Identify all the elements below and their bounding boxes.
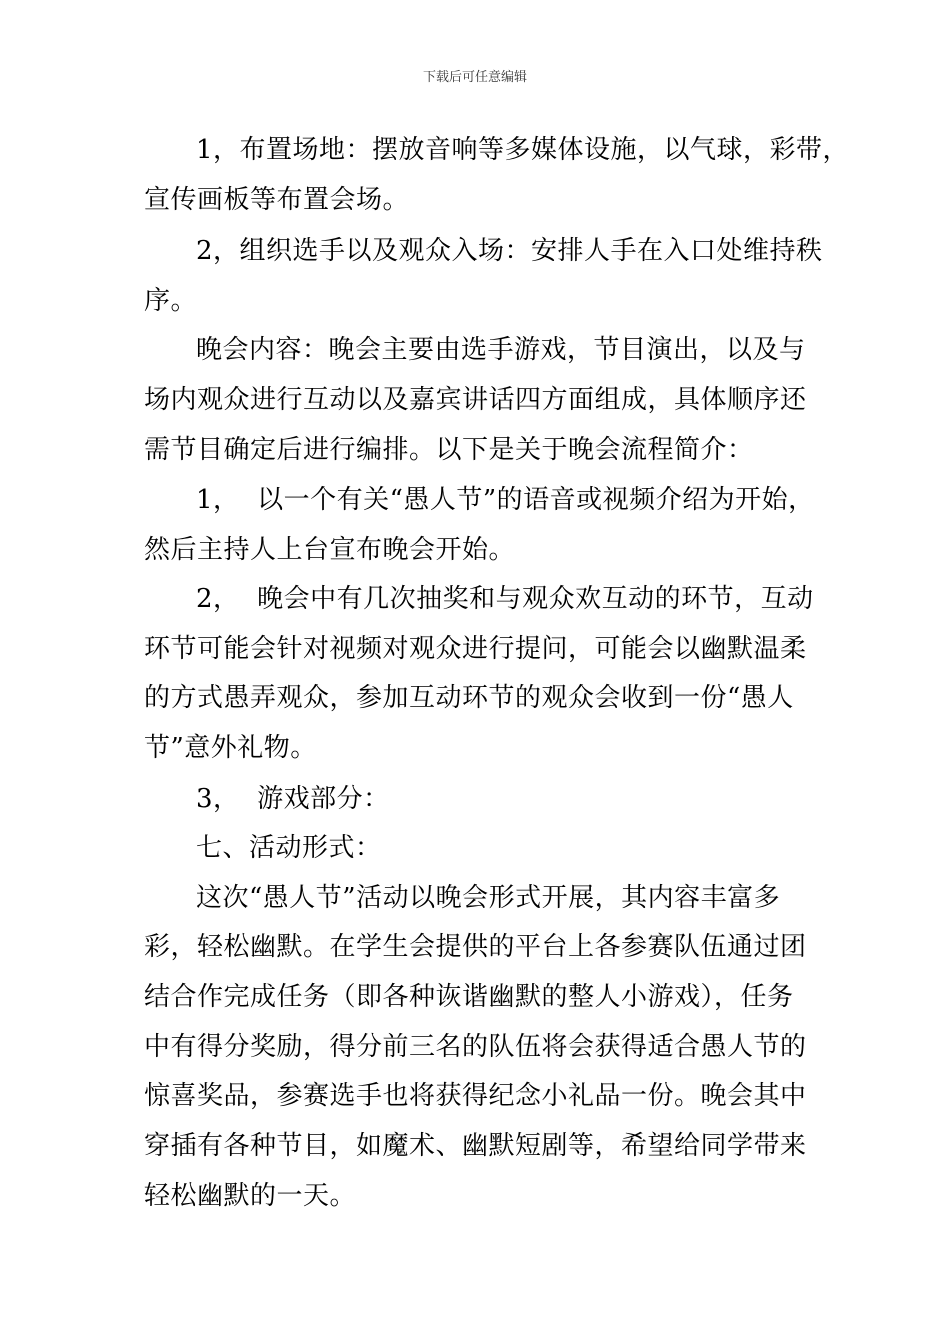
page-header: 下载后可任意编辑 (422, 70, 527, 85)
body-line: 环节可能会针对视频对观众进行提问，可能会以幽默温柔 (144, 634, 807, 664)
body-line: 惊喜奖品，参赛选手也将获得纪念小礼品一份。晚会其中 (144, 1081, 807, 1111)
body-line: 彩，轻松幽默。在学生会提供的平台上各参赛队伍通过团 (144, 932, 807, 962)
body-line: 1， 以一个有关“愚人节”的语音或视频介绍为开始， (196, 485, 815, 515)
body-line: 的方式愚弄观众，参加互动环节的观众会收到一份“愚人 (144, 683, 794, 713)
body-line: 2，组织选手以及观众入场：安排人手在入口处维持秩 (196, 236, 823, 266)
body-line: 结合作完成任务（即各种诙谐幽默的整人小游戏），任务 (144, 982, 794, 1012)
section-heading: 七、活动形式： (196, 833, 382, 863)
body-line: 宣传画板等布置会场。 (144, 185, 410, 215)
body-line: 穿插有各种节目，如魔术、幽默短剧等，希望给同学带来 (144, 1131, 807, 1161)
body-line: 然后主持人上台宣布晚会开始。 (144, 535, 516, 565)
body-line: 中有得分奖励，得分前三名的队伍将会获得适合愚人节的 (144, 1032, 807, 1062)
body-line: 2， 晚会中有几次抽奖和与观众欢互动的环节，互动 (196, 584, 814, 614)
body-line: 场内观众进行互动以及嘉宾讲话四方面组成，具体顺序还 (144, 385, 807, 415)
body-line: 3， 游戏部分： (196, 784, 390, 814)
body-line: 这次“愚人节”活动以晚会形式开展，其内容丰富多 (196, 883, 781, 913)
body-line: 轻松幽默的一天。 (144, 1181, 357, 1211)
body-line: 序。 (144, 286, 198, 316)
body-line: 晚会内容：晚会主要由选手游戏，节目演出，以及与 (196, 335, 806, 365)
body-line: 1，布置场地：摆放音响等多媒体设施，以气球，彩带， (196, 135, 850, 165)
body-line: 需节目确定后进行编排。以下是关于晚会流程简介： (144, 435, 754, 465)
body-line: 节”意外礼物。 (144, 733, 317, 763)
